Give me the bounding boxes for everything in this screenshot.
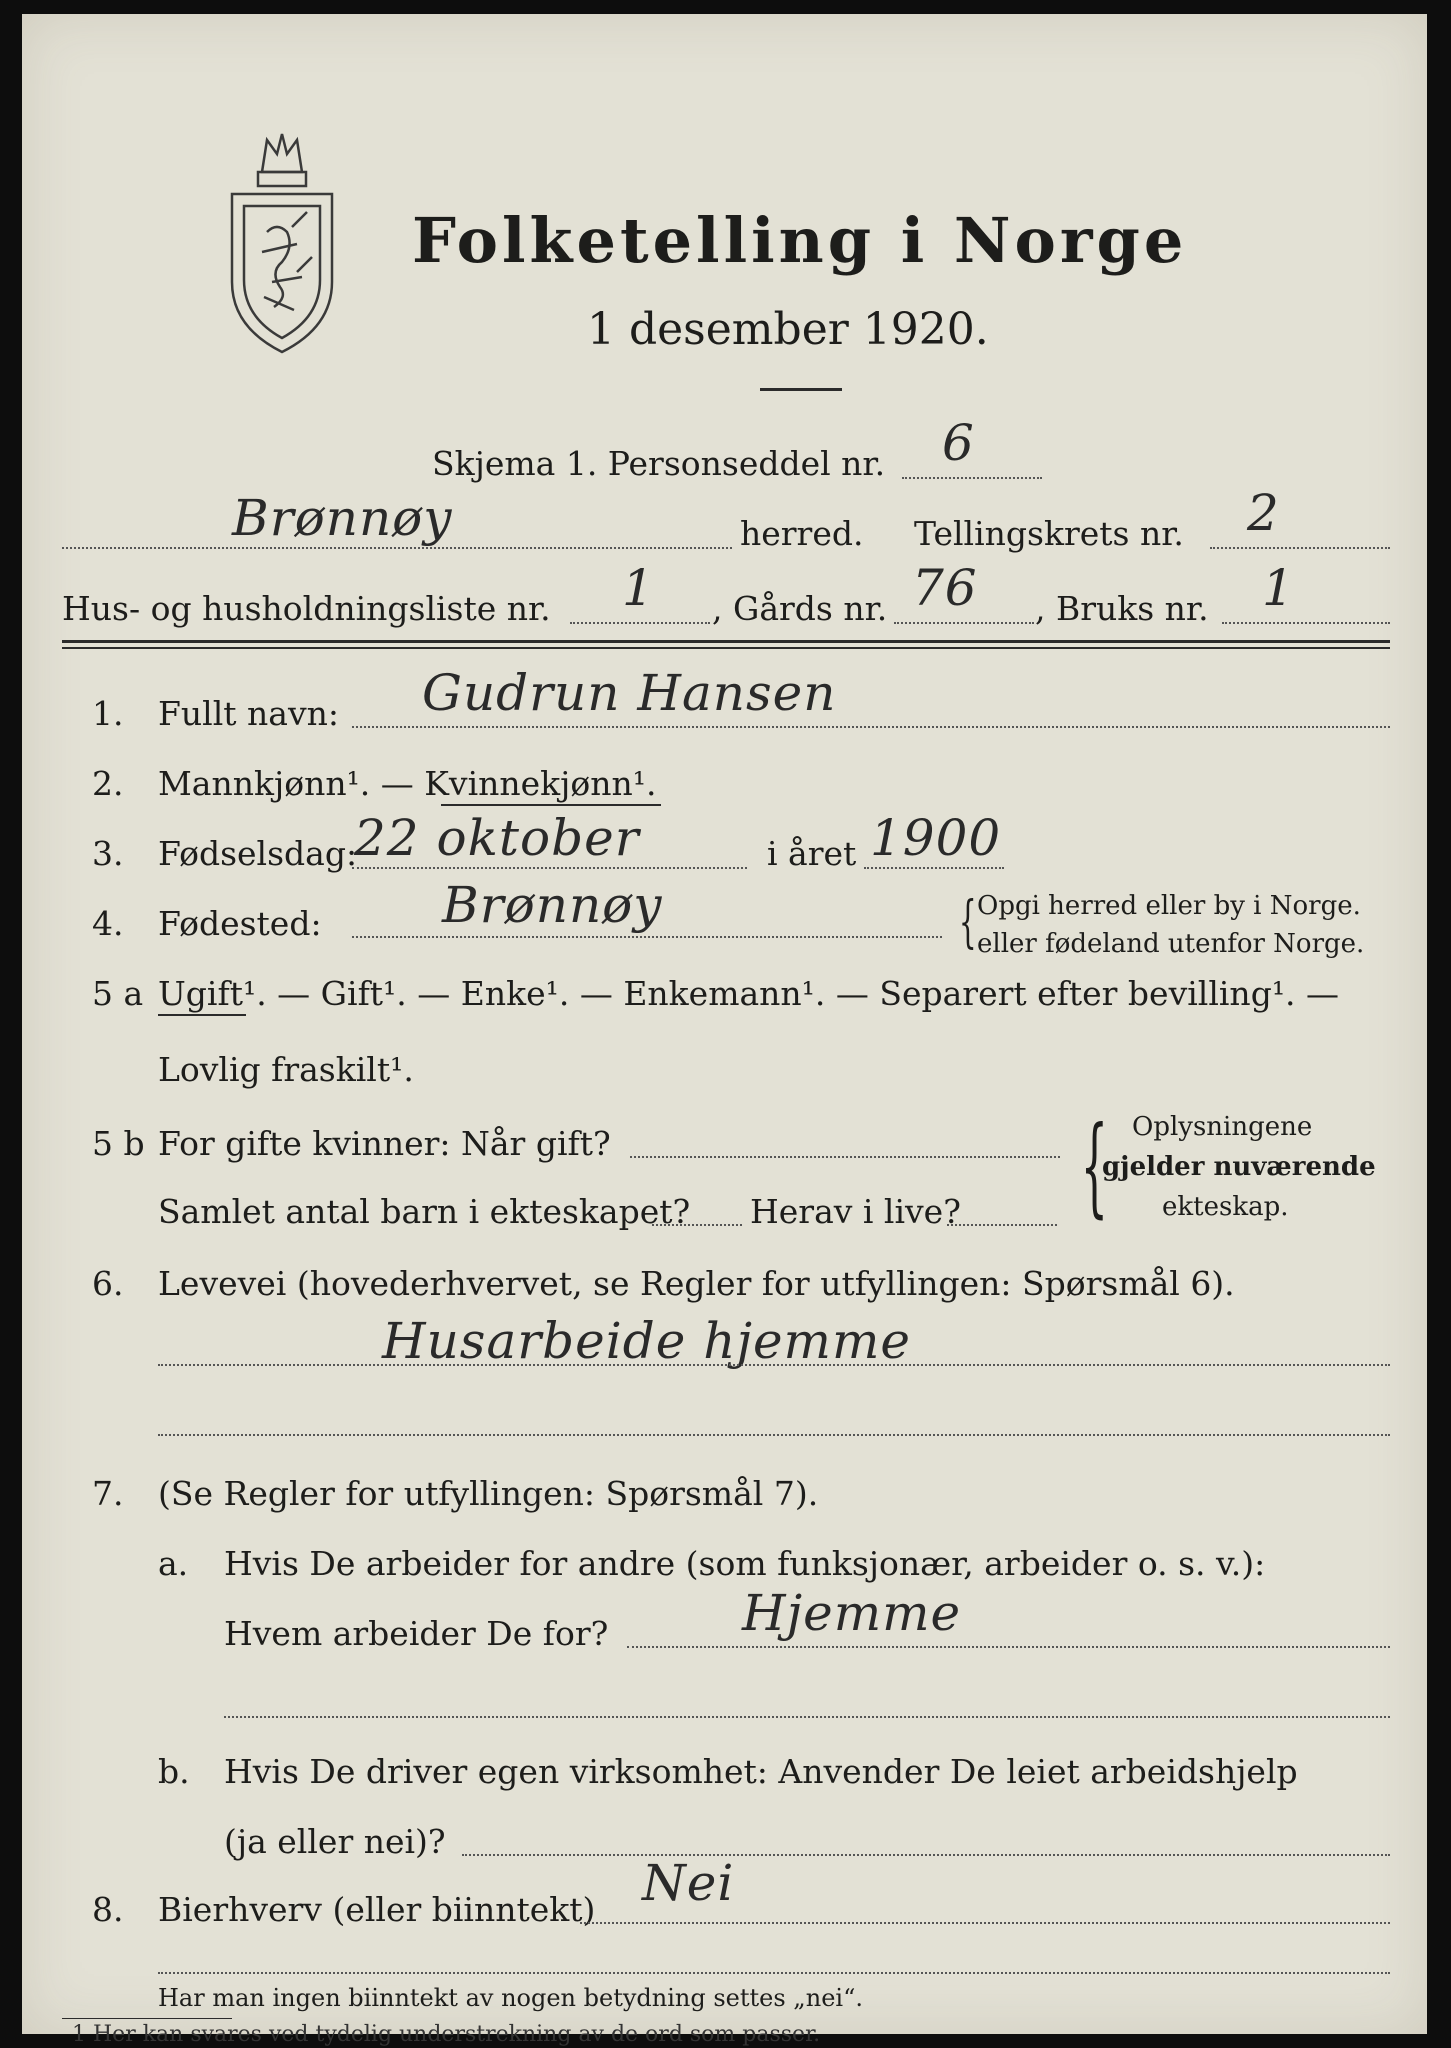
hus-number: 1 xyxy=(622,559,655,617)
q5b-label-alive: Herav i live? xyxy=(750,1192,961,1231)
birthday-value: 22 oktober xyxy=(354,809,640,867)
q4-note-line-1: Opgi herred eller by i Norge. xyxy=(977,891,1361,921)
birth-year-value: 1900 xyxy=(870,809,1002,867)
q3-label: Fødselsdag: xyxy=(158,834,358,873)
q5b-label-married: For gifte kvinner: Når gift? xyxy=(158,1124,611,1163)
q5b-note-line-3: ekteskap. xyxy=(1162,1192,1289,1222)
q5b-label-children: Samlet antal barn i ekteskapet? xyxy=(158,1192,691,1231)
tellingskrets-label: Tellingskrets nr. xyxy=(914,514,1184,553)
tellingskrets-number: 2 xyxy=(1247,484,1280,542)
header-double-rule-top xyxy=(62,640,1390,643)
q3-year-line xyxy=(864,867,1004,869)
q3-line xyxy=(352,867,747,869)
q7a-letter: a. xyxy=(158,1544,189,1583)
q7a-text: Hvis De arbeider for andre (som funksjonær, arbeider o. s. v.): xyxy=(224,1544,1266,1583)
q5a-marital-options-cont: Lovlig fraskilt¹. xyxy=(158,1050,414,1089)
gards-line xyxy=(894,622,1034,624)
q7b-label: (ja eller nei)? xyxy=(224,1822,446,1861)
coat-of-arms-icon xyxy=(222,132,342,357)
bottom-note: Har man ingen biinntekt av nogen betydning settes „nei“. xyxy=(158,1984,863,2012)
q4-note-line-2: eller fødeland utenfor Norge. xyxy=(977,929,1365,959)
q4-label: Fødested: xyxy=(158,904,322,943)
q1-label: Fullt navn: xyxy=(158,694,339,733)
footnote-rule xyxy=(62,2018,232,2019)
q5b-brace: { xyxy=(1080,1104,1109,1229)
q1-line xyxy=(352,726,1390,728)
census-form-page xyxy=(22,14,1427,2047)
q5b-alive-line xyxy=(947,1224,1057,1226)
hus-line xyxy=(570,622,710,624)
q7a-employer-label: Hvem arbeider De for? xyxy=(224,1614,609,1653)
skjema-label: Skjema 1. Personseddel nr. xyxy=(432,444,886,483)
side-income-value: Nei xyxy=(642,1854,735,1912)
full-name-value: Gudrun Hansen xyxy=(422,664,837,722)
personseddel-line xyxy=(902,477,1042,479)
q3-number: 3. xyxy=(92,834,124,873)
q4-line xyxy=(352,936,942,938)
q6-line-1 xyxy=(158,1364,1390,1366)
q2-number: 2. xyxy=(92,764,124,803)
tellingskrets-line xyxy=(1210,547,1390,549)
footnote: 1 Her kan svares ved tydelig understrekning av de ord som passer. xyxy=(72,2022,821,2047)
header-double-rule-bottom xyxy=(62,647,1390,649)
occupation-value: Husarbeide hjemme xyxy=(382,1312,911,1370)
title-divider xyxy=(760,388,842,391)
personseddel-number: 6 xyxy=(942,414,975,472)
q6-number: 6. xyxy=(92,1264,124,1303)
q7-label: (Se Regler for utfyllingen: Spørsmål 7). xyxy=(158,1474,819,1513)
gards-label: , Gårds nr. xyxy=(712,589,888,628)
q2-kvinnekjonn-underline xyxy=(441,804,661,806)
q5b-note-line-1: Oplysningene xyxy=(1132,1112,1313,1142)
bruks-line xyxy=(1222,622,1390,624)
q7b-text: Hvis De driver egen virksomhet: Anvender De leiet arbeidshjelp xyxy=(224,1752,1298,1791)
q5b-number: 5 b xyxy=(92,1124,145,1163)
q7b-line xyxy=(462,1854,1390,1856)
q8-line xyxy=(580,1922,1390,1924)
q4-number: 4. xyxy=(92,904,124,943)
employer-value: Hjemme xyxy=(742,1584,962,1642)
q7a-line-2 xyxy=(224,1716,1390,1718)
q8-number: 8. xyxy=(92,1890,124,1929)
bruks-label: , Bruks nr. xyxy=(1035,589,1209,628)
q6-line-2 xyxy=(158,1434,1390,1436)
q5a-number: 5 a xyxy=(92,974,144,1013)
q8-label: Bierhverv (eller biinntekt) xyxy=(158,1890,596,1929)
herred-value: Brønnøy xyxy=(232,489,453,547)
birthplace-value: Brønnøy xyxy=(442,876,663,934)
q2-gender-options: Mannkjønn¹. — Kvinnekjønn¹. xyxy=(158,764,657,803)
q7a-employer-line xyxy=(627,1646,1390,1648)
q1-number: 1. xyxy=(92,694,124,733)
q5b-married-line xyxy=(630,1156,1060,1158)
bruks-number: 1 xyxy=(1262,559,1295,617)
q7b-letter: b. xyxy=(158,1752,190,1791)
q6-label: Levevei (hovederhvervet, se Regler for utfyllingen: Spørsmål 6). xyxy=(158,1264,1235,1303)
q5b-children-line xyxy=(652,1224,742,1226)
q5a-ugift-underline xyxy=(158,1014,246,1016)
hus-label: Hus- og husholdningsliste nr. xyxy=(62,589,551,628)
census-date: 1 desember 1920. xyxy=(587,304,989,355)
q3-year-label: i året xyxy=(767,834,857,873)
herred-line xyxy=(62,547,732,549)
q7-number: 7. xyxy=(92,1474,124,1513)
form-title: Folketelling i Norge xyxy=(412,204,1188,277)
gards-number: 76 xyxy=(912,559,978,617)
q5a-marital-options: Ugift¹. — Gift¹. — Enke¹. — Enkemann¹. — Separert efter bevilling¹. — xyxy=(158,974,1340,1013)
herred-label: herred. xyxy=(740,514,864,553)
q4-brace: { xyxy=(958,890,977,955)
q8-line-2 xyxy=(158,1972,1390,1974)
q5b-note-line-2: gjelder nuværende xyxy=(1102,1152,1376,1182)
